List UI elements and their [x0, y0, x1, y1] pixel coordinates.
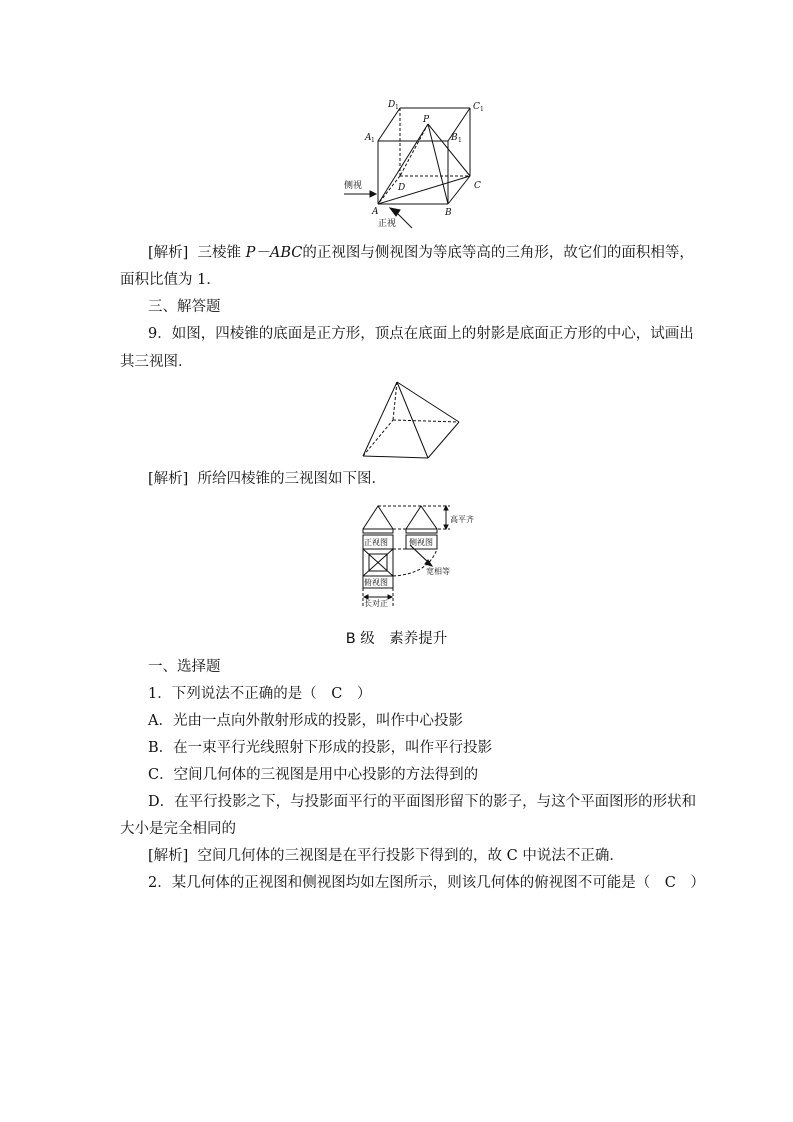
section-heading-1: 一、选择题 [148, 659, 221, 675]
label-front-view: 正视 [378, 219, 397, 229]
label-B: B [445, 208, 452, 218]
front-view-label: 正视图 [364, 538, 388, 547]
side-view-label: 侧视图 [409, 538, 433, 547]
question-1-stem: 1．下列说法不正确的是（ C ） [148, 686, 372, 702]
question-1-option-d-line-2: 大小是完全相同的 [120, 821, 236, 837]
analysis-2: [解析] 所给四棱锥的三视图如下图． [148, 471, 387, 487]
analysis-tag: [解析] [148, 245, 189, 261]
section-heading-3: 三、解答题 [148, 299, 221, 315]
question-2-stem: 2．某几何体的正视图和侧视图均如左图所示，则该几何体的俯视图不可能是（ C ） [148, 875, 705, 891]
analysis-1-line-2: 面积比值为 1． [120, 272, 221, 288]
analysis-3: [解析] 空间几何体的三视图是在平行投影下得到的，故 C 中说法不正确． [148, 848, 624, 864]
label-C: C [474, 181, 481, 191]
analysis-1-line-1: [解析] 三棱锥 P－ABC的正视图与侧视图为等底等高的三角形，故它们的面积相等， [148, 245, 694, 261]
height-align-label: 高平齐 [450, 515, 474, 524]
square-pyramid-figure [360, 380, 462, 462]
label-A1: A [365, 133, 372, 143]
top-view-label: 俯视图 [364, 578, 388, 587]
label-D: D [398, 183, 406, 193]
label-D1: D [388, 100, 396, 110]
question-1-option-c: C．空间几何体的三视图是用中心投影的方法得到的 [148, 767, 479, 783]
label-B1: B [451, 133, 458, 143]
question-9-line-1: 9．如图，四棱锥的底面是正方形，顶点在底面上的射影是底面正方形的中心，试画出 [148, 326, 694, 342]
length-align-label: 长对正 [364, 599, 388, 608]
question-1-option-d-line-1: D．在平行投影之下，与投影面平行的平面图形留下的影子，与这个平面图形的形状和 [148, 794, 697, 810]
label-B1-sub: 1 [458, 137, 462, 144]
width-equal-label: 宽相等 [426, 567, 450, 576]
label-D1-sub: 1 [395, 104, 399, 111]
label-P: P [423, 115, 430, 125]
cube-pyramid-figure [340, 96, 500, 236]
label-C1-sub: 1 [480, 106, 484, 113]
question-9-line-2: 其三视图． [120, 354, 193, 370]
label-A1-sub: 1 [371, 137, 375, 144]
math-expression: P－ABC [245, 245, 303, 261]
three-views-figure [358, 500, 498, 612]
question-1-option-a: A．光由一点向外散射形成的投影，叫作中心投影 [148, 713, 463, 729]
label-A: A [372, 207, 379, 217]
label-C1: C [473, 102, 480, 112]
label-side-view: 侧视 [344, 181, 363, 191]
level-b-heading: B 级 素养提升 [345, 631, 448, 647]
question-1-option-b: B．在一束平行光线照射下形成的投影，叫作平行投影 [148, 740, 493, 756]
